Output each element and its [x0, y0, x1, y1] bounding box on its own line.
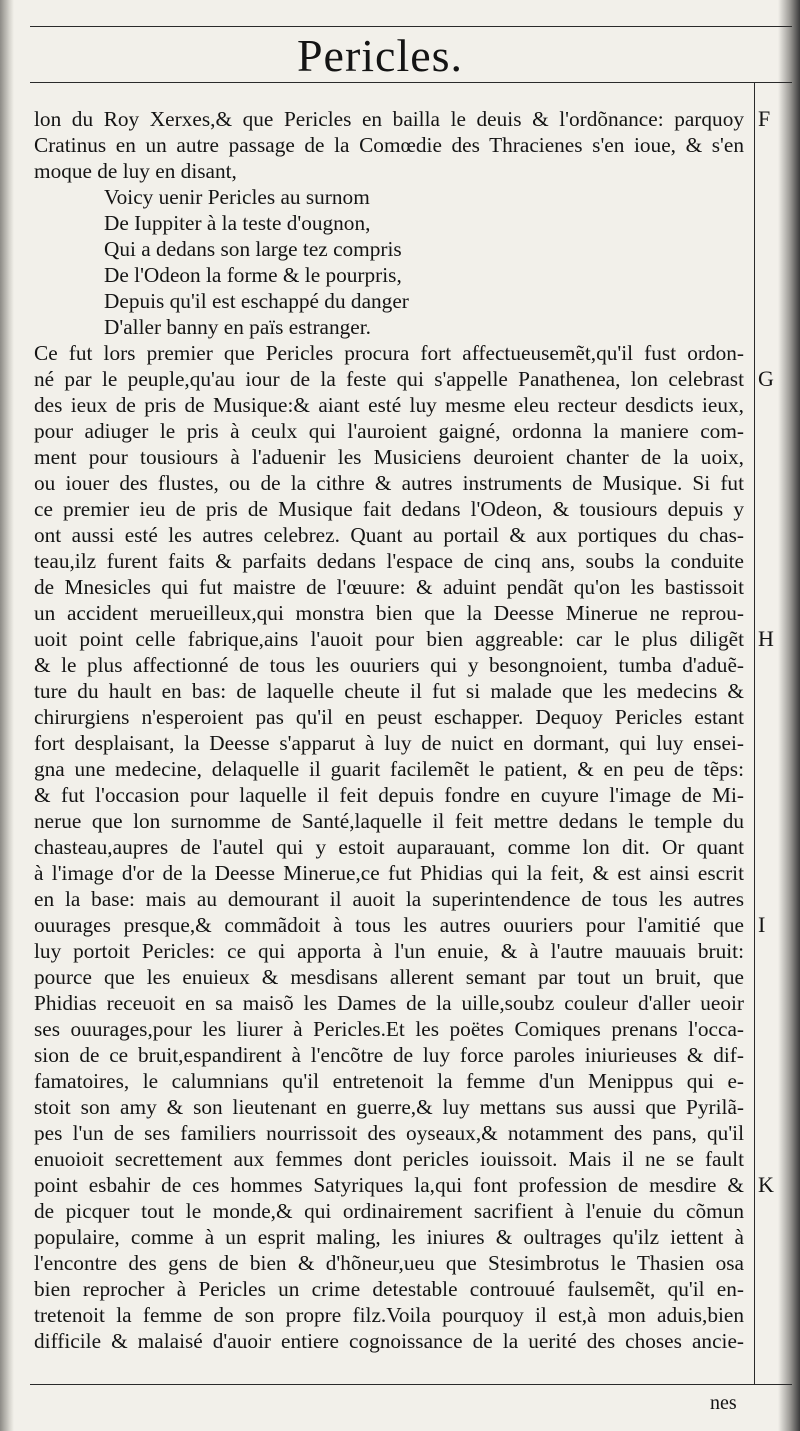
text-line: populaire, comme à un esprit maling, les iniures & oultrages qu'ilz iettent à	[34, 1225, 744, 1249]
margin-letter-g: G	[758, 366, 774, 391]
verse-line: De l'Odeon la forme & le pourpris,	[104, 263, 402, 287]
text-line: ture du hault en bas: de laquelle cheute il fut si malade que les medecins &	[34, 679, 744, 703]
footer-rule	[30, 1384, 792, 1385]
text-line: sion de ce bruit,espandirent à l'encõtre de luy force paroles iniurieuses & dif-	[34, 1043, 744, 1067]
text-line: famatoires, le calumnians qu'il entretenoit la femme d'un Menippus qui e-	[34, 1069, 744, 1093]
text-line: ont aussi esté les autres celebrez. Quant au portail & aux portiques du chas-	[34, 523, 744, 547]
text-line: bien reprocher à Pericles un crime detestable controuué faulsemẽt, qu'il en-	[34, 1277, 744, 1301]
page-left-shadow	[0, 0, 14, 1431]
text-line: fort desplaisant, la Deesse s'apparut à luy de nuict en dormant, qui luy ensei-	[34, 731, 744, 755]
margin-rule	[754, 82, 755, 1385]
text-line: moque de luy en disant,	[34, 159, 237, 183]
text-line: un accident merueilleux,qui monstra bien que la Deesse Minerue ne reprou-	[34, 601, 744, 625]
text-line: difficile & malaisé d'auoir entiere cognoissance de la uerité des choses ancie-	[34, 1329, 744, 1353]
text-line: point esbahir de ces hommes Satyriques la,qui font profession de mesdire &	[34, 1173, 744, 1197]
header-bottom-rule	[30, 82, 792, 83]
text-line: pour adiuger le pris à ceulx qui l'auroient gaigné, ordonna la maniere com-	[34, 419, 744, 443]
page-gutter-shadow	[778, 0, 800, 1431]
text-line: & fut l'occasion pour laquelle il feit depuis fondre en cuyure l'image de Mi-	[34, 783, 744, 807]
text-line: l'encontre des gens de bien & d'hõneur,ueu que Stesimbrotus le Thasien osa	[34, 1251, 744, 1275]
verse-line: De Iuppiter à la teste d'ougnon,	[104, 211, 371, 235]
text-line: pes l'un de ses familiers nourrissoit des oyseaux,& notamment des pans, qu'il	[34, 1121, 744, 1145]
text-line: nerue que lon surnomme de Santé,laquelle il feit mettre dedans le temple du	[34, 809, 744, 833]
text-line: ouurages presque,& commãdoit à tous les autres ouuriers pour l'amitié que	[34, 913, 744, 937]
verse-line: Depuis qu'il est eschappé du danger	[104, 289, 409, 313]
text-line: des ieux de pris de Musique:& aiant esté luy mesme eleu recteur desdicts ieux,	[34, 393, 744, 417]
text-line: stoit son amy & son lieutenant en guerre,& luy mettans sus aussi que Pyrilã-	[34, 1095, 744, 1119]
verse-line: Voicy uenir Pericles au surnom	[104, 185, 370, 209]
text-line: uoit point celle fabrique,ains l'auoit pour bien aggreable: car le plus diligẽt	[34, 627, 744, 651]
margin-letter-i: I	[758, 912, 766, 937]
verse-line: D'aller banny en païs estranger.	[104, 315, 371, 339]
text-line: ce premier ieu de pris de Musique fait dedans l'Odeon, & tousiours depuis y	[34, 497, 744, 521]
header-top-rule	[30, 26, 792, 27]
text-line: & le plus affectionné de tous les ouuriers qui y besongnoient, tumba d'aduẽ-	[34, 653, 744, 677]
page-title: Pericles.	[296, 30, 464, 81]
text-line: à l'image d'or de la Deesse Minerue,ce fut Phidias qui la feit, & est ainsi escrit	[34, 861, 744, 885]
text-line: Phidias receuoit en sa maisõ les Dames de la uille,soubz couleur d'aller ueoir	[34, 991, 744, 1015]
text-line: en la base: mais au demourant il auoit la superintendence de tous les autres	[34, 887, 744, 911]
text-line: lon du Roy Xerxes,& que Pericles en bailla le deuis & l'ordõnance: parquoy	[34, 107, 744, 131]
margin-letter-h: H	[758, 626, 774, 651]
text-line: Ce fut lors premier que Pericles procura fort affectueusemẽt,qu'il fust ordon-	[34, 341, 744, 365]
verse-line: Qui a dedans son large tez compris	[104, 237, 402, 261]
text-line: ses ouurages,pour les liurer à Pericles.Et les poëtes Comiques prenans l'occa-	[34, 1017, 744, 1041]
text-line: ou iouer des flustes, ou de la cithre & autres instruments de Musique. Si fut	[34, 471, 744, 495]
text-line: de Mnesicles qui fut maistre de l'œuure: & aduint pendãt qu'on les bastissoit	[34, 575, 744, 599]
text-line: Cratinus en un autre passage de la Comœdie des Thracienes s'en ioue, & s'en	[34, 133, 744, 157]
body-text	[34, 106, 744, 1354]
margin-letter-f: F	[758, 106, 771, 131]
text-line: de picquer tout le monde,& qui ordinairement sacrifient à l'enuie du cõmun	[34, 1199, 744, 1223]
text-line: né par le peuple,qu'au iour de la feste qui s'appelle Panathenea, lon celebrast	[34, 367, 744, 391]
text-line: luy portoit Pericles: ce qui apporta à l'un enuie, & à l'autre mauuais bruit:	[34, 939, 744, 963]
text-line: chirurgiens n'esperoient pas qu'il en peust eschapper. Dequoy Pericles estant	[34, 705, 744, 729]
text-line: chasteau,aupres de l'autel qui y estoit auparauant, comme lon dit. Or quant	[34, 835, 744, 859]
text-line: tretenoit la femme de son propre filz.Voila pourquoy il est,à mon aduis,bien	[34, 1303, 744, 1327]
text-line: teau,ilz furent faits & parfaits dedans l'espace de cinq ans, soubs la conduite	[34, 549, 744, 573]
margin-letter-k: K	[758, 1172, 774, 1197]
text-line: gna une medecine, delaquelle il guarit facilemẽt le patient, & en peu de tẽps:	[34, 757, 744, 781]
text-line: enuoioit secrettement aux femmes dont pericles iouissoit. Mais il ne se fault	[34, 1147, 744, 1171]
catchword: nes	[710, 1392, 737, 1414]
text-line: pource que les enuieux & mesdisans allerent semant par tout un bruit, que	[34, 965, 744, 989]
text-line: ment pour tousiours à l'aduenir les Musiciens deuroient chanter de la uoix,	[34, 445, 744, 469]
